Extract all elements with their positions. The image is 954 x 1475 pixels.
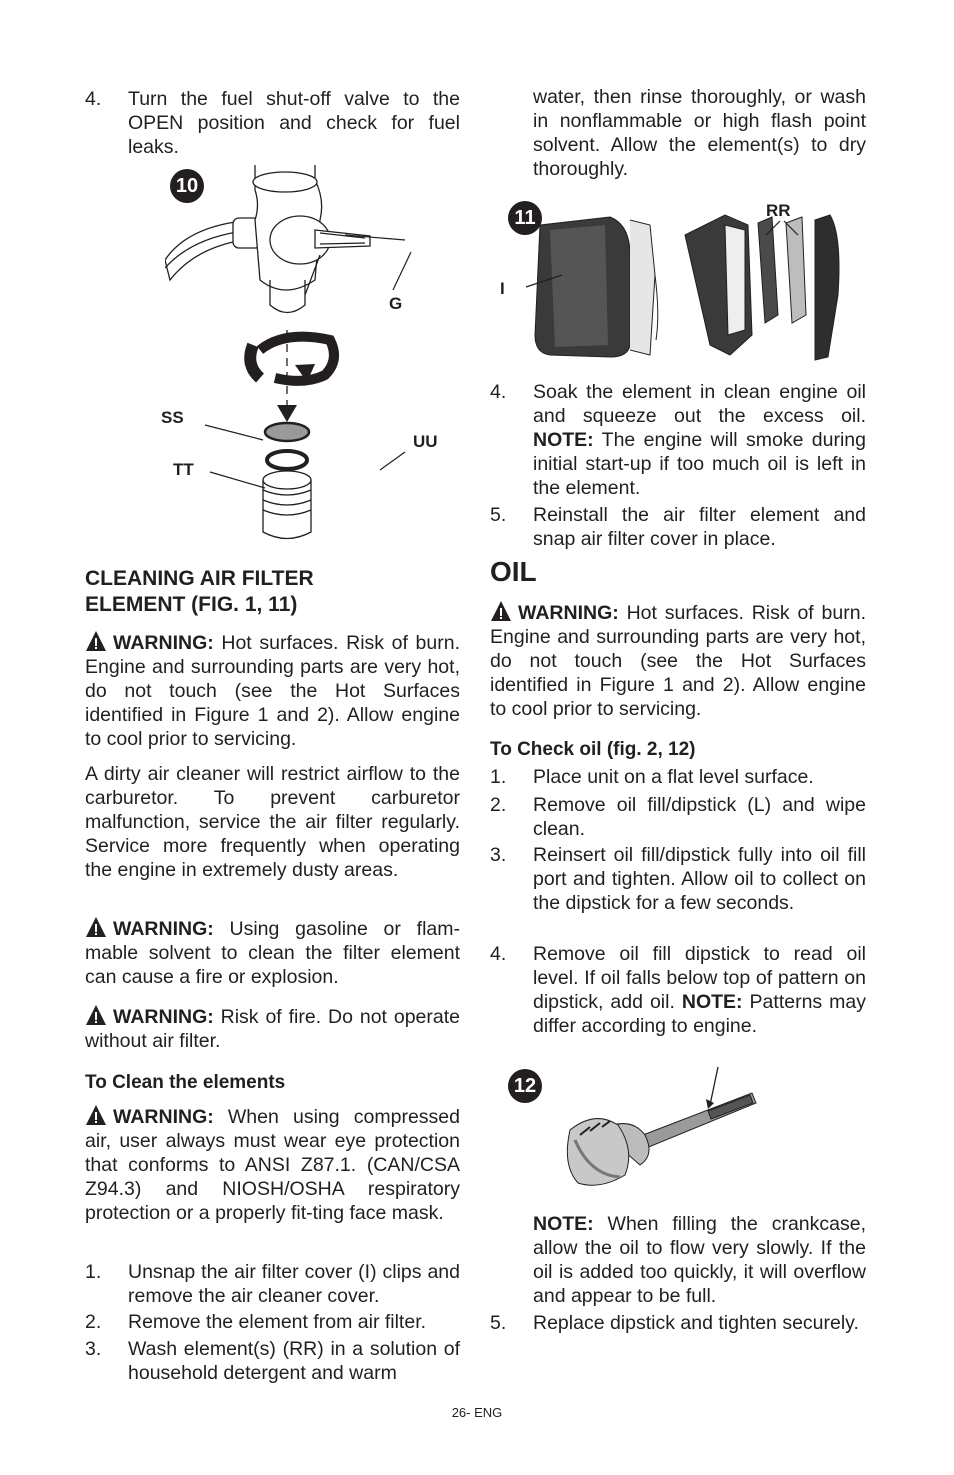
label-tt: TT (173, 460, 194, 479)
subheading: To Check oil (fig. 2, 12) (490, 739, 696, 760)
dipstick-illustration (490, 1065, 866, 1205)
paragraph: A dirty air cleaner will restrict airflow to the carburetor. To prevent carburetor malfunction, service the air filter regularly. Service more frequently when operating the engine in extremely dusty areas. (85, 763, 460, 881)
warning-icon (85, 1104, 107, 1126)
figure-11 (490, 195, 866, 365)
figure-12 (490, 1065, 866, 1205)
figure-badge: 11 (508, 201, 542, 235)
paragraph: water, then rinse thoroughly, or wash in nonflammable or high flash point solvent. Allow the element(s) to dry thoroughly. (533, 86, 866, 180)
figure-badge: 12 (508, 1069, 542, 1103)
warning-hot-surfaces: WARNING: Hot surfaces. Risk of burn. Engine and surrounding parts are very hot, do not touch (see the Hot Surfaces identified in Figure 1 and 2). Allow engine to cool prior to servicing. (85, 632, 460, 750)
figure-10 (161, 160, 465, 540)
warning-icon (85, 916, 107, 938)
label-g: G (389, 294, 403, 313)
page-footer: 26- ENG (451, 1405, 503, 1420)
warning-icon (85, 630, 107, 652)
air-filter-illustration (490, 195, 866, 365)
warning-gasoline: WARNING: Using gasoline or flam-mable solvent to clean the filter element can cause a fire or explosion. (85, 918, 460, 988)
fuel-valve-illustration (165, 160, 465, 540)
section-heading: CLEANING AIR FILTER ELEMENT (FIG. 1, 11) (85, 567, 314, 616)
label-uu: UU (413, 432, 438, 451)
warning-compressed-air: WARNING: When using compressed air, user always must wear eye protection that conforms to ANSI Z87.1. (CAN/CSA Z94.3) and NIOSH/OSHA respiratory protection or a properly fit-ting face mask. (85, 1106, 460, 1224)
warning-fire: WARNING: Risk of fire. Do not operate without air filter. (85, 1006, 460, 1052)
warning-icon (490, 600, 512, 622)
warning-icon (85, 1004, 107, 1026)
oil-heading: OIL (490, 556, 537, 587)
label-rr: RR (766, 201, 791, 220)
subheading: To Clean the elements (85, 1072, 286, 1093)
note: NOTE: When filling the crankcase, allow the oil to flow very slowly. If the oil is added too quickly, it will overflow and appear to be full. (533, 1213, 866, 1307)
warning-hot-surfaces: WARNING: Hot surfaces. Risk of burn. Engine and surrounding parts are very hot, do not touch (see the Hot Surfaces identified in Figure 1 and 2). Allow engine to cool prior to servicing. (490, 602, 866, 720)
figure-badge: 10 (170, 169, 204, 203)
label-ss: SS (161, 408, 184, 427)
label-i: I (500, 279, 505, 298)
